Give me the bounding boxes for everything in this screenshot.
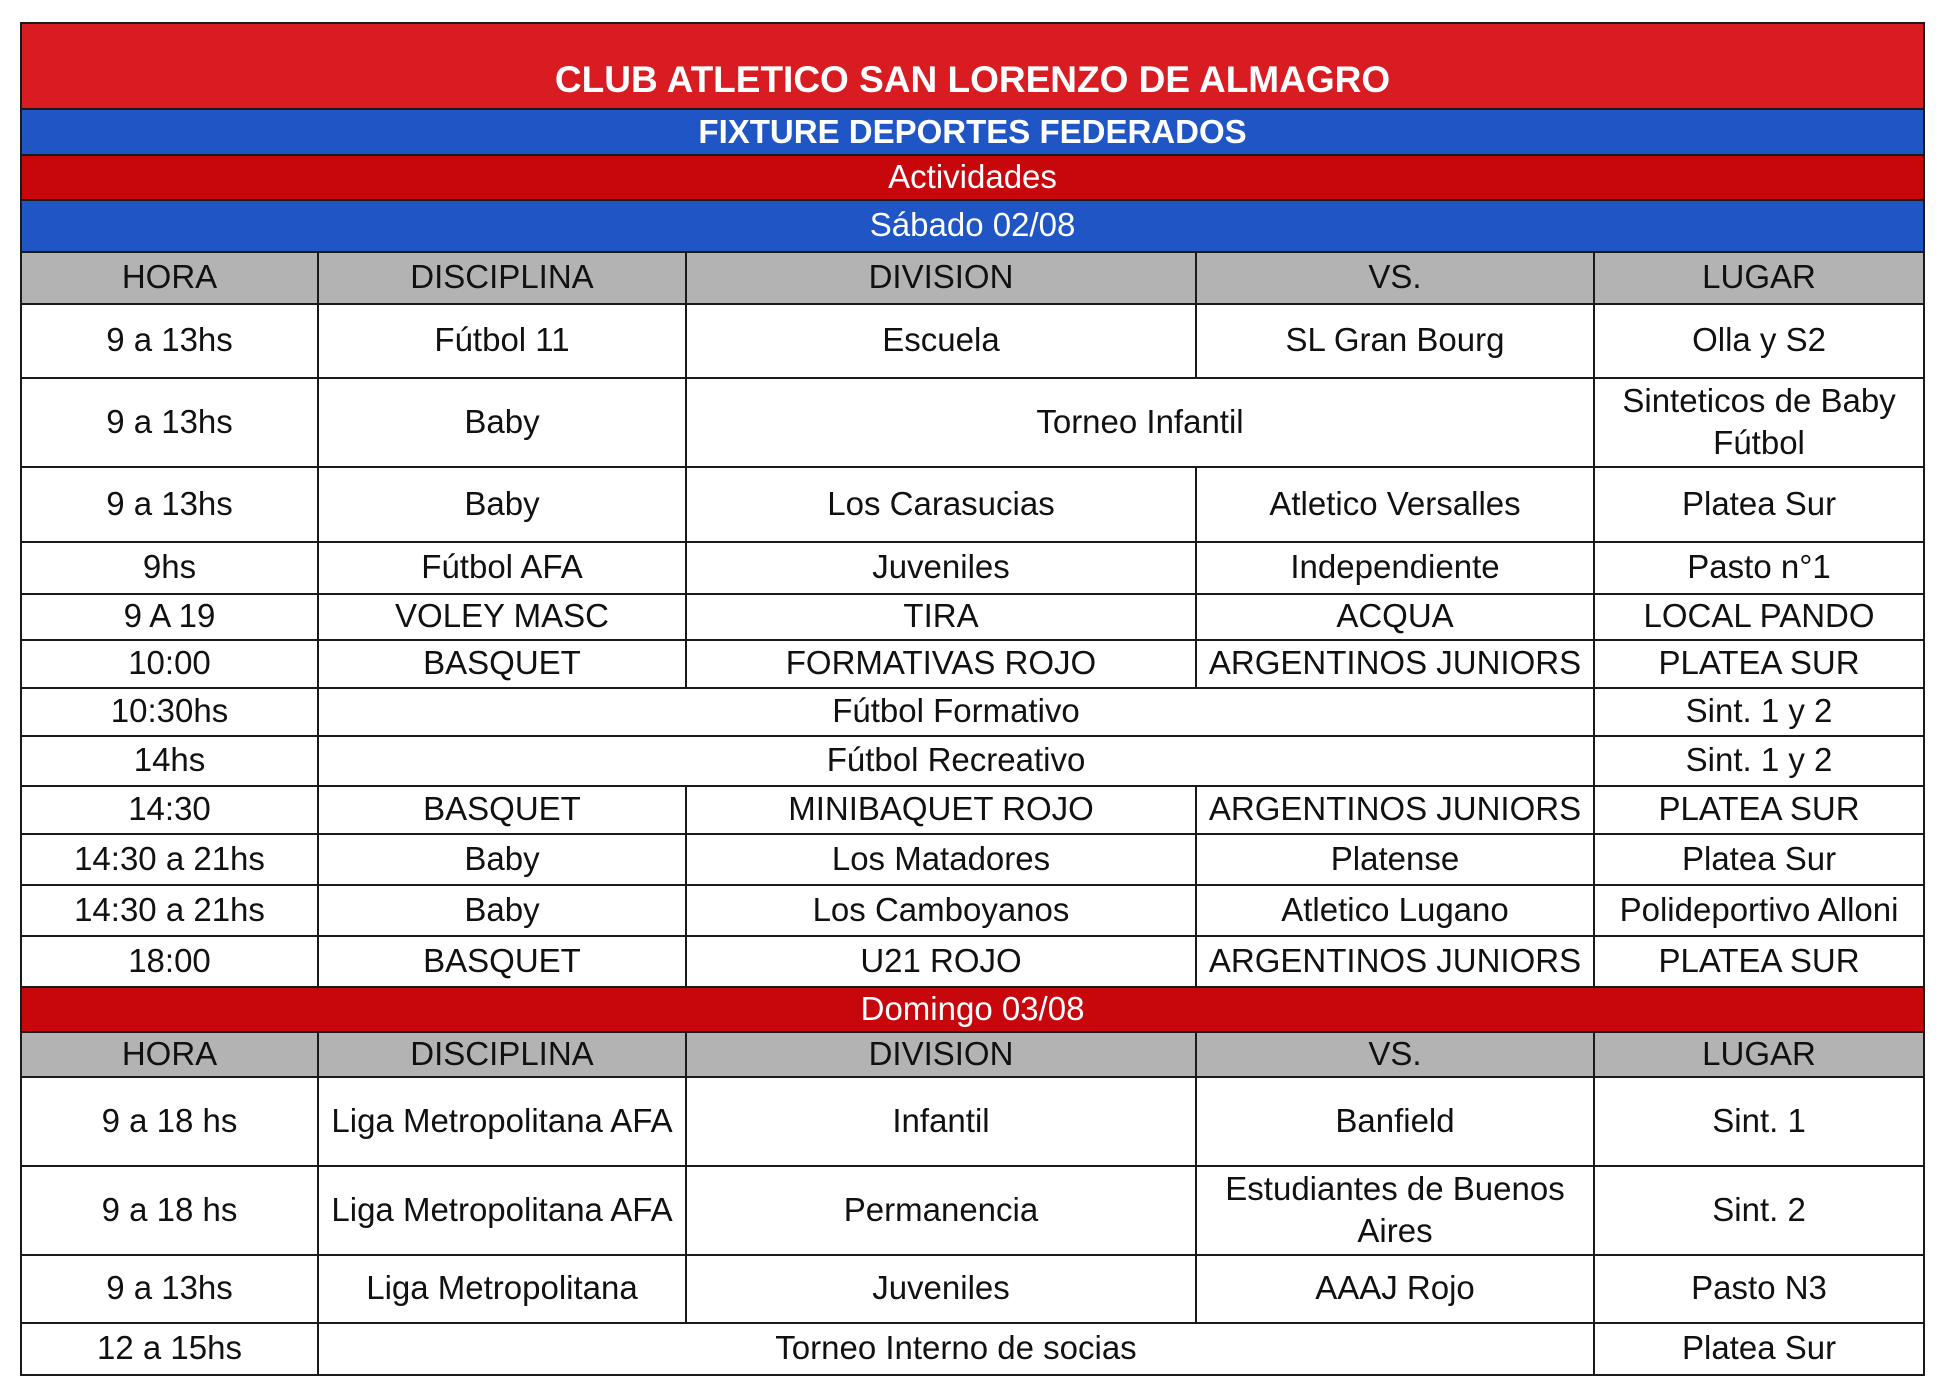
- column-header-division: DIVISION: [686, 252, 1196, 304]
- cell-vs: AAAJ Rojo: [1196, 1255, 1594, 1323]
- day-row-sunday: [21, 987, 1924, 1032]
- cell-hora: 14:30 a 21hs: [21, 834, 318, 885]
- column-header-row: [21, 1032, 1924, 1077]
- cell-vs: ARGENTINOS JUNIORS: [1196, 640, 1594, 688]
- column-header-disciplina: DISCIPLINA: [318, 252, 686, 304]
- cell-hora: 10:30hs: [21, 688, 318, 736]
- cell-division: Permanencia: [686, 1166, 1196, 1255]
- table-row: [21, 834, 1924, 885]
- table-row: [21, 1166, 1924, 1255]
- title-row: [21, 23, 1924, 109]
- cell-hora: 14:30 a 21hs: [21, 885, 318, 936]
- cell-vs: ARGENTINOS JUNIORS: [1196, 936, 1594, 987]
- cell-hora: 12 a 15hs: [21, 1323, 318, 1375]
- cell-division: Los Carasucias: [686, 467, 1196, 542]
- cell-lugar: Sint. 2: [1594, 1166, 1924, 1255]
- cell-lugar: PLATEA SUR: [1594, 786, 1924, 834]
- table-row: [21, 542, 1924, 594]
- cell-vs: ARGENTINOS JUNIORS: [1196, 786, 1594, 834]
- cell-hora: 9 A 19: [21, 594, 318, 640]
- cell-vs: Atletico Lugano: [1196, 885, 1594, 936]
- club-title: CLUB ATLETICO SAN LORENZO DE ALMAGRO: [21, 23, 1924, 109]
- cell-disciplina: VOLEY MASC: [318, 594, 686, 640]
- cell-lugar: Platea Sur: [1594, 1323, 1924, 1375]
- table-row: [21, 688, 1924, 736]
- cell-disciplina: BASQUET: [318, 936, 686, 987]
- column-header-lugar: LUGAR: [1594, 252, 1924, 304]
- cell-lugar: Olla y S2: [1594, 304, 1924, 378]
- cell-hora: 9 a 13hs: [21, 467, 318, 542]
- fixture-table: [20, 22, 1925, 1376]
- column-header-vs: VS.: [1196, 1032, 1594, 1077]
- cell-lugar: Sint. 1 y 2: [1594, 688, 1924, 736]
- cell-disciplina: Fútbol AFA: [318, 542, 686, 594]
- cell-vs: Estudiantes de Buenos Aires: [1196, 1166, 1594, 1255]
- cell-disciplina: BASQUET: [318, 786, 686, 834]
- day-label-saturday: Sábado 02/08: [21, 200, 1924, 252]
- cell-disciplina: Liga Metropolitana AFA: [318, 1077, 686, 1166]
- section-label: Actividades: [21, 155, 1924, 200]
- cell-disciplina: Torneo Interno de socias: [318, 1323, 1594, 1375]
- cell-division: Los Matadores: [686, 834, 1196, 885]
- cell-lugar: Platea Sur: [1594, 834, 1924, 885]
- table-row: [21, 786, 1924, 834]
- cell-hora: 9 a 13hs: [21, 304, 318, 378]
- cell-lugar: Pasto n°1: [1594, 542, 1924, 594]
- cell-vs: Platense: [1196, 834, 1594, 885]
- cell-hora: 9hs: [21, 542, 318, 594]
- cell-hora: 14:30: [21, 786, 318, 834]
- cell-vs: Banfield: [1196, 1077, 1594, 1166]
- column-header-lugar: LUGAR: [1594, 1032, 1924, 1077]
- table-row: [21, 885, 1924, 936]
- cell-division: TIRA: [686, 594, 1196, 640]
- cell-lugar: Pasto N3: [1594, 1255, 1924, 1323]
- cell-lugar: LOCAL PANDO: [1594, 594, 1924, 640]
- cell-division: FORMATIVAS ROJO: [686, 640, 1196, 688]
- cell-disciplina: Baby: [318, 885, 686, 936]
- cell-disciplina: Fútbol 11: [318, 304, 686, 378]
- cell-disciplina: Baby: [318, 378, 686, 467]
- cell-disciplina: Baby: [318, 834, 686, 885]
- table-row: [21, 467, 1924, 542]
- day-row-saturday: [21, 200, 1924, 252]
- cell-hora: 18:00: [21, 936, 318, 987]
- cell-division: Infantil: [686, 1077, 1196, 1166]
- table-row: [21, 936, 1924, 987]
- table-row: [21, 594, 1924, 640]
- cell-disciplina: Fútbol Recreativo: [318, 736, 1594, 786]
- column-header-vs: VS.: [1196, 252, 1594, 304]
- table-row: [21, 1077, 1924, 1166]
- table-row: [21, 378, 1924, 467]
- cell-disciplina: Liga Metropolitana: [318, 1255, 686, 1323]
- cell-division: Los Camboyanos: [686, 885, 1196, 936]
- table-row: [21, 1323, 1924, 1375]
- cell-hora: 9 a 13hs: [21, 1255, 318, 1323]
- cell-lugar: Platea Sur: [1594, 467, 1924, 542]
- cell-division: Juveniles: [686, 1255, 1196, 1323]
- subtitle-row: [21, 109, 1924, 155]
- section-row: [21, 155, 1924, 200]
- cell-hora: 14hs: [21, 736, 318, 786]
- cell-division: Torneo Infantil: [686, 378, 1594, 467]
- cell-lugar: PLATEA SUR: [1594, 640, 1924, 688]
- cell-lugar: PLATEA SUR: [1594, 936, 1924, 987]
- cell-division: Escuela: [686, 304, 1196, 378]
- cell-vs: Atletico Versalles: [1196, 467, 1594, 542]
- table-row: [21, 640, 1924, 688]
- cell-vs: SL Gran Bourg: [1196, 304, 1594, 378]
- cell-vs: ACQUA: [1196, 594, 1594, 640]
- cell-lugar: Sinteticos de Baby Fútbol: [1594, 378, 1924, 467]
- table-row: [21, 304, 1924, 378]
- cell-hora: 9 a 18 hs: [21, 1166, 318, 1255]
- cell-hora: 10:00: [21, 640, 318, 688]
- cell-division: Juveniles: [686, 542, 1196, 594]
- cell-lugar: Polideportivo Alloni: [1594, 885, 1924, 936]
- column-header-division: DIVISION: [686, 1032, 1196, 1077]
- cell-hora: 9 a 13hs: [21, 378, 318, 467]
- cell-lugar: Sint. 1 y 2: [1594, 736, 1924, 786]
- cell-hora: 9 a 18 hs: [21, 1077, 318, 1166]
- cell-disciplina: Fútbol Formativo: [318, 688, 1594, 736]
- column-header-hora: HORA: [21, 252, 318, 304]
- column-header-disciplina: DISCIPLINA: [318, 1032, 686, 1077]
- cell-lugar: Sint. 1: [1594, 1077, 1924, 1166]
- cell-disciplina: BASQUET: [318, 640, 686, 688]
- column-header-row: [21, 252, 1924, 304]
- column-header-hora: HORA: [21, 1032, 318, 1077]
- fixture-subtitle: FIXTURE DEPORTES FEDERADOS: [21, 109, 1924, 155]
- table-row: [21, 1255, 1924, 1323]
- cell-disciplina: Liga Metropolitana AFA: [318, 1166, 686, 1255]
- cell-division: U21 ROJO: [686, 936, 1196, 987]
- table-row: [21, 736, 1924, 786]
- day-label-sunday: Domingo 03/08: [21, 987, 1924, 1032]
- cell-vs: Independiente: [1196, 542, 1594, 594]
- cell-division: MINIBAQUET ROJO: [686, 786, 1196, 834]
- cell-disciplina: Baby: [318, 467, 686, 542]
